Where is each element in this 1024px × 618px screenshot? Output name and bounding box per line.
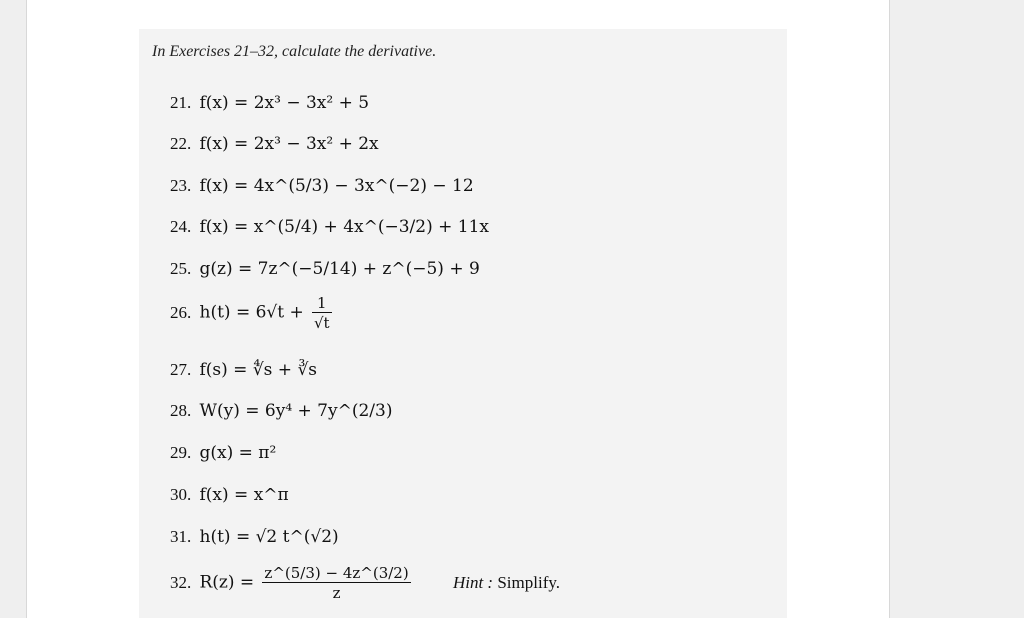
exercise-23: 23. f(x) = 4x^(5/3) − 3x^(−2) − 12 xyxy=(170,176,474,196)
exercise-expression: f(x) = x^π xyxy=(199,485,289,505)
exercise-25: 25. g(z) = 7z^(−5/14) + z^(−5) + 9 xyxy=(170,259,480,279)
exercise-21: 21. f(x) = 2x³ − 3x² + 5 xyxy=(170,93,370,113)
denominator: z xyxy=(262,582,410,602)
intro-text: In Exercises 21–32, calculate the derivative. xyxy=(152,43,437,60)
fraction xyxy=(262,565,410,603)
exercise-30: 30. f(x) = x^π xyxy=(170,485,289,505)
exercise-27: 27. f(s) = ∜s + ∛s xyxy=(170,360,317,380)
exercise-expression: h(t) = √2 t^(√2) xyxy=(199,527,339,547)
numerator: z^(5/3) − 4z^(3/2) xyxy=(264,564,409,582)
exercise-31: 31. h(t) = √2 t^(√2) xyxy=(170,527,339,547)
exercise-expression: g(x) = π² xyxy=(199,443,277,463)
exercise-expression: f(s) = ∜s + ∛s xyxy=(199,360,317,380)
hint-label: Hint : xyxy=(452,572,494,592)
exercise-expression: f(x) = 2x³ − 3x² + 5 xyxy=(199,93,370,113)
exercise-26: 26. h(t) = 6√t + $\frac{1}{√t}$ xyxy=(170,294,330,333)
exercise-32: 32. R(z) = $\frac{z\^{}(5/3) - 4z\^{}(3/2)}{z}$ Hint : Simplify. xyxy=(170,564,560,603)
denominator: √t xyxy=(313,314,330,333)
page-sheet xyxy=(26,0,890,618)
exercise-29: 29. g(x) = π² xyxy=(170,443,277,463)
exercise-expression: g(z) = 7z^(−5/14) + z^(−5) + 9 xyxy=(199,259,480,279)
exercise-expression: R(z) = xyxy=(199,572,255,593)
fraction xyxy=(312,295,332,333)
numerator: 1 xyxy=(317,294,327,312)
exercise-28: 28. W(y) = 6y⁴ + 7y^(2/3) xyxy=(170,401,393,421)
exercise-expression: f(x) = 2x³ − 3x² + 2x xyxy=(199,134,379,154)
exercise-22: 22. f(x) = 2x³ − 3x² + 2x xyxy=(170,134,379,154)
hint-text: Simplify. xyxy=(497,572,560,592)
exercise-expression: h(t) = 6√t + xyxy=(199,302,304,323)
exercise-24: 24. f(x) = x^(5/4) + 4x^(−3/2) + 11x xyxy=(170,217,489,237)
hint xyxy=(453,573,560,592)
exercise-expression: f(x) = x^(5/4) + 4x^(−3/2) + 11x xyxy=(199,217,489,237)
exercise-card xyxy=(139,29,787,618)
exercise-expression: W(y) = 6y⁴ + 7y^(2/3) xyxy=(199,401,393,421)
exercise-expression: f(x) = 4x^(5/3) − 3x^(−2) − 12 xyxy=(199,176,474,196)
